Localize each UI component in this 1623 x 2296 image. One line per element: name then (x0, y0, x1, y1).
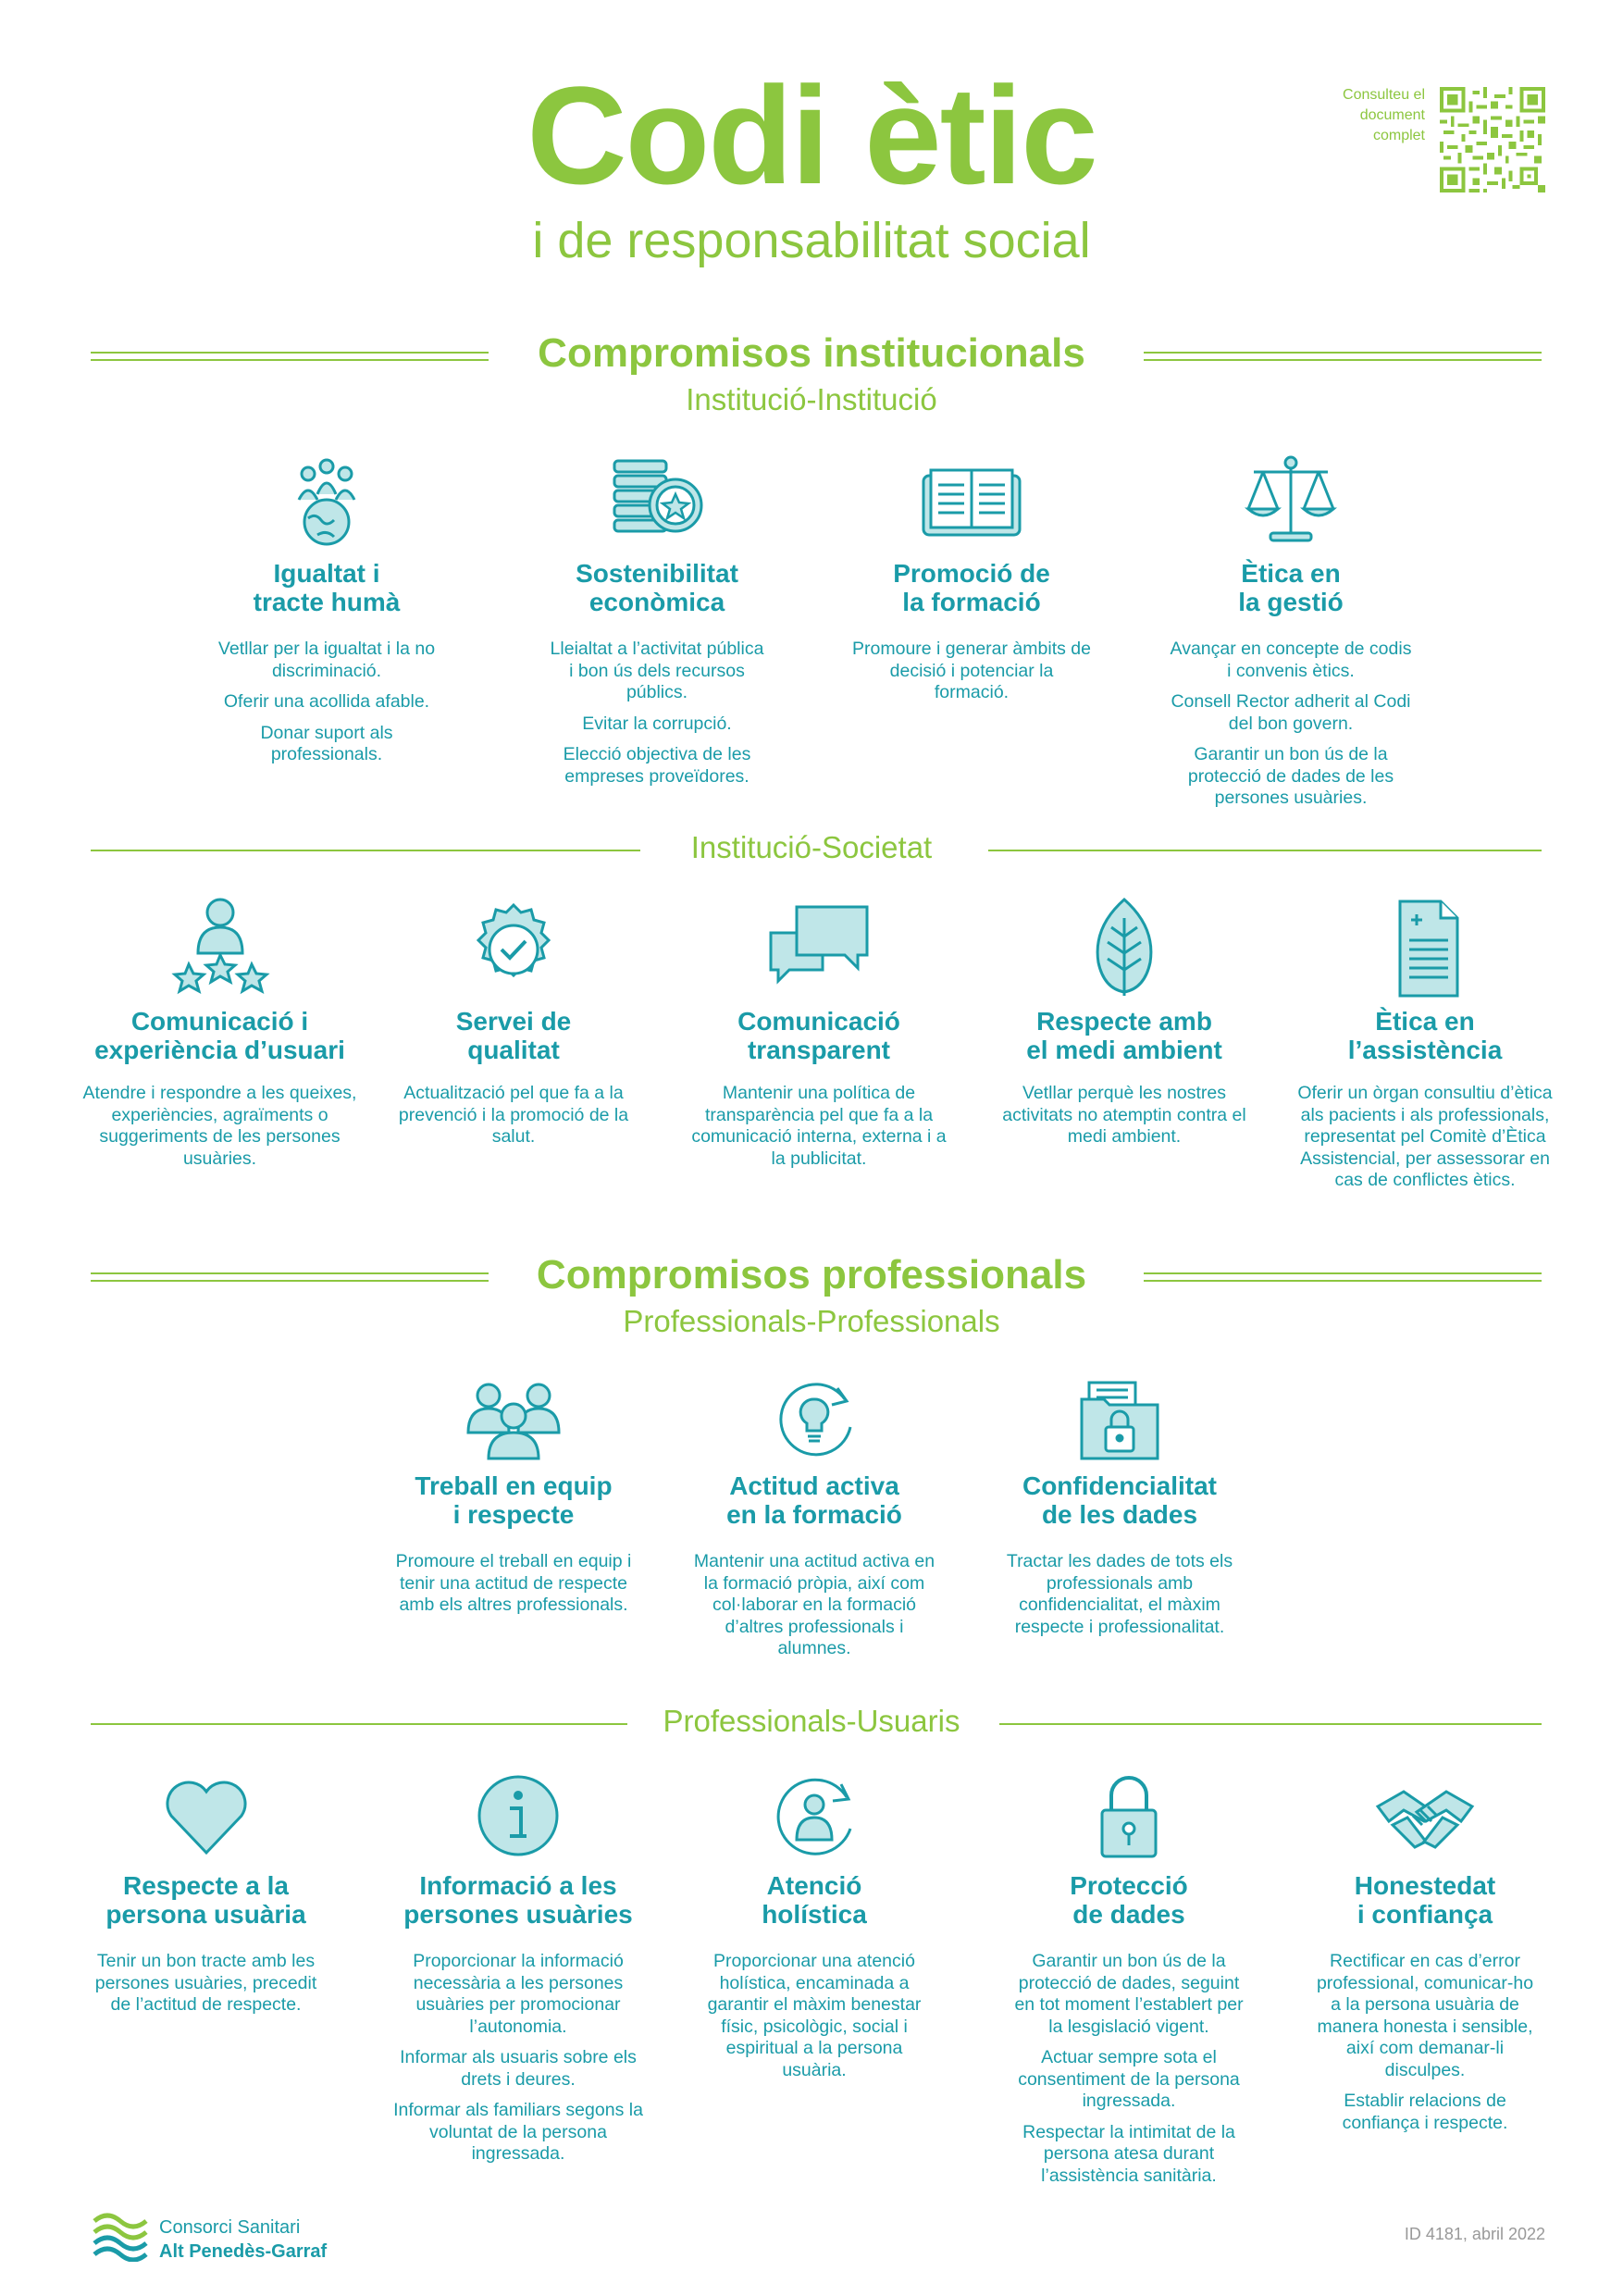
commitment-text: Promoure i generar àmbits de decisió i potenciar la formació. (852, 639, 1091, 702)
open-book-icon (916, 453, 1027, 546)
commitment-text: Oferir una acollida afable. (223, 691, 430, 712)
organization-name-line2: Alt Penedès-Garraf (159, 2241, 328, 2262)
commitment-actitud-activa (689, 1379, 939, 1669)
commitment-text: Evitar la corrupció. (582, 713, 732, 734)
commitment-text: Informar als usuaris sobre els drets i deures. (400, 2047, 637, 2090)
commitment-title: Igualtat i tracte humà (253, 559, 401, 616)
subsection-institucio-societat: Institució-Societat (690, 830, 933, 864)
commitment-informacio (389, 1769, 648, 2175)
commitment-text: Actuar sempre sota el consentiment de la persona ingressada. (1018, 2047, 1240, 2111)
handshake-icon (1374, 1769, 1476, 1862)
commitment-title: Actitud activa en la formació (726, 1471, 902, 1529)
commitment-title: Protecció de dades (1070, 1871, 1188, 1929)
coins-star-icon (601, 453, 712, 546)
commitment-promocio-formacio (851, 453, 1092, 714)
commitment-title: Ètica en l’assistència (1347, 1007, 1503, 1064)
speech-bubbles-icon (763, 896, 874, 998)
commitment-text: Tractar les dades de tots els professionals amb confidencialitat, el màxim respecte i professionalitat. (1006, 1551, 1233, 1637)
commitment-text: Elecció objectiva de les empreses proveïdores. (563, 744, 751, 787)
commitment-confidencialitat (985, 1379, 1254, 1647)
page-title: Codi ètic (527, 57, 1096, 213)
commitment-text: Donar suport als professionals. (260, 722, 393, 764)
commitment-title: Promoció de la formació (893, 559, 1050, 616)
subsection-professionals-usuaris: Professionals-Usuaris (663, 1704, 960, 1738)
commitment-title: Comunicació i experiència d’usuari (94, 1007, 345, 1064)
subsection-professionals-professionals: Professionals-Professionals (623, 1304, 1000, 1338)
commitment-title: Atenció holística (762, 1871, 867, 1929)
people-globe-icon (280, 453, 373, 546)
qr-caption-line: document (1359, 107, 1425, 123)
commitment-title: Informació a les persones usuàries (403, 1871, 633, 1929)
organization-logo (91, 2210, 148, 2262)
commitment-text: Proporcionar la informació necessària a les persones usuàries per promocionar l’autonomia. (413, 1951, 624, 2037)
commitment-atencio-holistica (694, 1769, 935, 2091)
commitment-text: Mantenir una actitud activa en la formació pròpia, així com col·laborar en la formació d’altres professionals i alumnes. (693, 1551, 935, 1658)
commitment-text: Respectar la intimitat de la persona atesa durant l’assistència sanitària. (1022, 2121, 1235, 2186)
commitment-text: Atendre i respondre a les queixes, experiències, agraïments o suggeriments de les persones usuàries. (82, 1083, 357, 1169)
qr-caption-line: Consulteu el (1343, 87, 1425, 103)
commitment-text: Promoure el treball en equip i tenir una actitud de respecte amb els altres professionals. (395, 1551, 632, 1615)
leaf-icon (1073, 896, 1175, 998)
commitment-etica-gestio (1166, 453, 1416, 819)
organization-name (159, 2215, 327, 2264)
section-heading-institutional: Compromisos institucionals (538, 330, 1085, 376)
commitment-proteccio-dades (1009, 1769, 1249, 2196)
commitment-title: Honestedat i confiança (1354, 1871, 1496, 1929)
document-id: ID 4181, abril 2022 (1404, 2225, 1545, 2243)
commitment-text: Tenir un bon tracte amb les persones usuàries, precedit de l’actitud de respecte. (94, 1951, 317, 2015)
heart-icon (155, 1769, 257, 1862)
subsection-institucio-institucio: Institució-Institució (686, 382, 937, 416)
quality-badge-icon (463, 896, 564, 998)
commitment-title: Treball en equip i respecte (415, 1471, 613, 1529)
info-icon (467, 1769, 569, 1862)
section-heading-professional: Compromisos professionals (536, 1252, 1087, 1297)
commitment-text: Vetllar per la igualtat i la no discriminació. (217, 639, 436, 681)
lightbulb-cycle-icon (763, 1379, 865, 1462)
commitment-text: Oferir un òrgan consultiu d’ètica als pacients i als professionals, representat pel Comitè d’Ètica Assistencial, per assessorar en cas de conflictes ètics. (1297, 1083, 1553, 1190)
commitment-title: Ètica en la gestió (1238, 559, 1344, 616)
commitment-title: Respecte amb el medi ambient (1026, 1007, 1222, 1064)
commitment-text: Actualització pel que fa a la prevenció i la promoció de la salut. (398, 1083, 629, 1147)
commitment-igualtat (216, 453, 438, 776)
commitment-comunicacio-transparent (685, 896, 953, 1179)
commitment-text: Garantir un bon ús de la protecció de dades de les persones usuàries. (1187, 744, 1394, 808)
team-icon (463, 1379, 564, 1462)
medical-document-icon (1374, 896, 1476, 998)
commitment-text: Informar als familiars segons la voluntat de la persona ingressada. (393, 2100, 643, 2164)
user-stars-icon (165, 896, 276, 998)
commitment-sostenibilitat (546, 453, 768, 797)
commitment-title: Sostenibilitat econòmica (576, 559, 738, 616)
commitment-etica-assistencia (1291, 896, 1559, 1201)
commitment-title: Comunicació transparent (737, 1007, 900, 1064)
commitment-servei-qualitat (398, 896, 629, 1158)
padlock-icon (1078, 1769, 1180, 1862)
commitment-text: Proporcionar una atenció holística, encaminada a garantir el màxim benestar físic, psicològic, social i espiritual a la persona usuària. (707, 1951, 922, 2080)
qr-caption (1286, 85, 1425, 146)
organization-name-line1: Consorci Sanitari (159, 2217, 301, 2238)
commitment-respecte-persona (83, 1769, 328, 2026)
commitment-text: Avançar en concepte de codis i convenis ètics. (1170, 639, 1412, 681)
commitment-text: Rectificar en cas d’error professional, comunicar-ho a la persona usuària de manera honesta i sensible, així com demanar-li disculpes. (1316, 1951, 1534, 2080)
commitment-text: Garantir un bon ús de la protecció de dades, seguint en tot moment l’establert per la lesgislació vigent. (1014, 1951, 1244, 2037)
commitment-text: Mantenir una política de transparència pel que fa a la comunicació interna, externa i a la publicitat. (691, 1083, 947, 1169)
commitment-text: Vetllar perquè les nostres activitats no atemptin contra el medi ambient. (1002, 1083, 1246, 1147)
commitment-text: Establir relacions de confiança i respecte. (1342, 2091, 1508, 2133)
locked-folder-icon (1069, 1379, 1171, 1462)
commitment-comunicacio-experiencia (74, 896, 365, 1179)
commitment-treball-equip (393, 1379, 634, 1626)
commitment-medi-ambient (995, 896, 1254, 1158)
commitment-text: Lleialtat a l’activitat pública i bon ús dels recursos públics. (550, 639, 764, 702)
page-subtitle: i de responsabilitat social (532, 213, 1091, 268)
commitment-title: Servei de qualitat (455, 1007, 572, 1064)
qr-caption-line: complet (1372, 128, 1425, 143)
qr-code-icon[interactable] (1440, 87, 1545, 192)
commitment-text: Consell Rector adherit al Codi del bon govern. (1171, 691, 1411, 734)
scales-icon (1235, 453, 1346, 546)
person-cycle-icon (763, 1769, 865, 1862)
commitment-honestedat (1309, 1769, 1541, 2143)
commitment-title: Confidencialitat de les dades (1022, 1471, 1217, 1529)
commitment-title: Respecte a la persona usuària (105, 1871, 306, 1929)
